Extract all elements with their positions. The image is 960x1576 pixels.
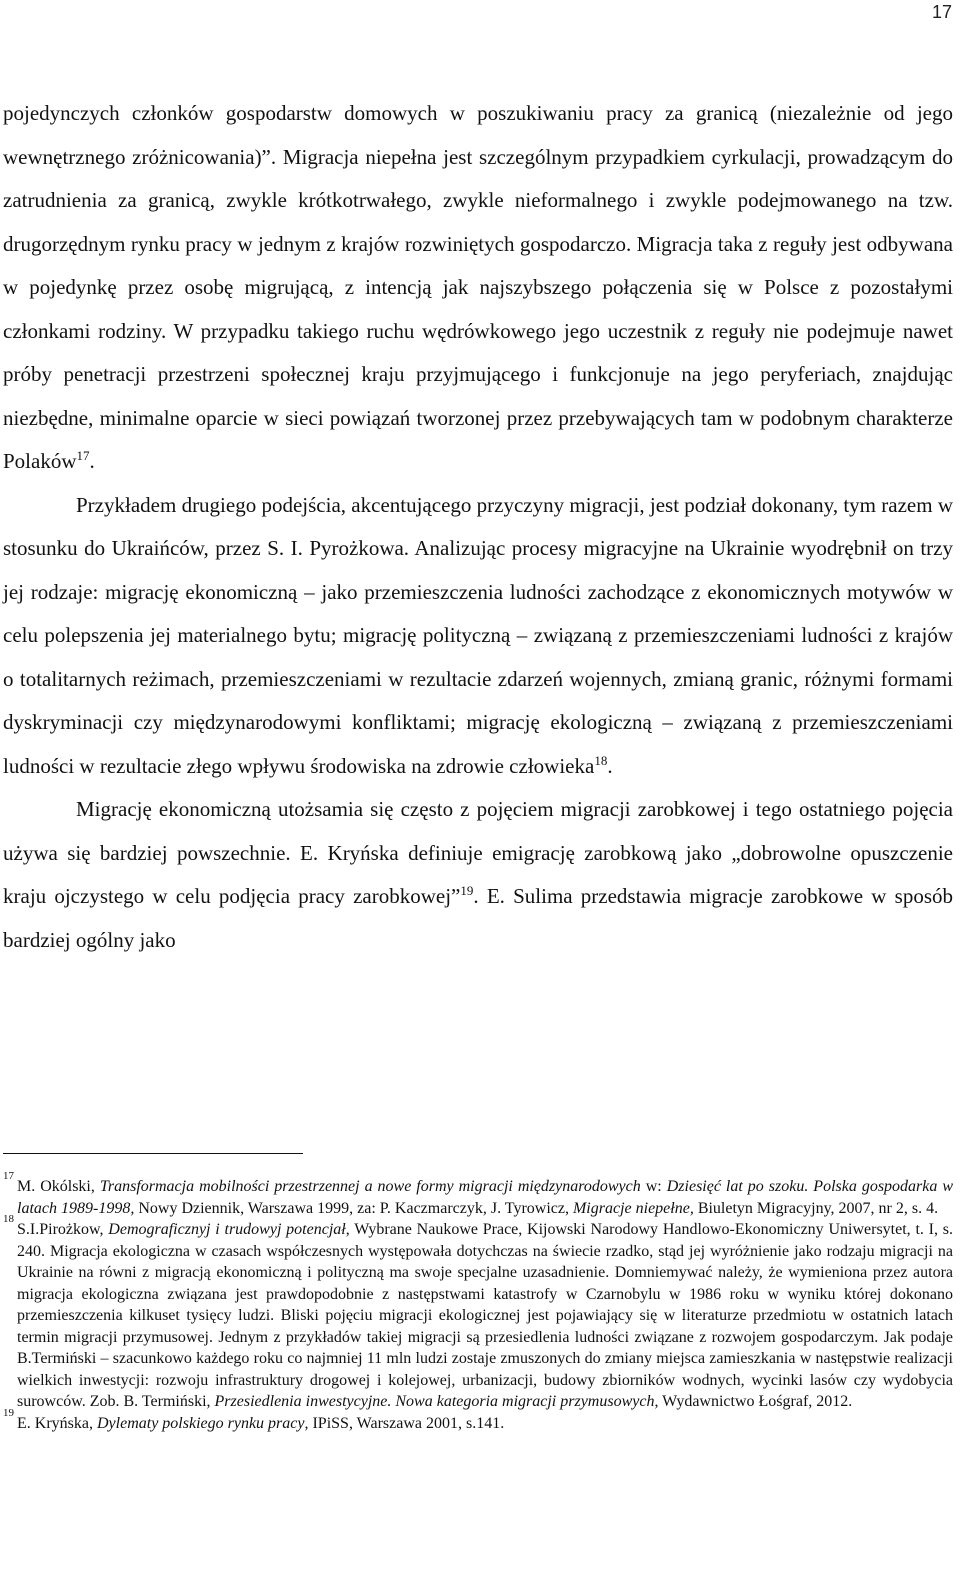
- footnote-17: [3, 1170, 954, 1219]
- footnote-17-title: Transformacja mobilności przestrzennej a nowe formy migracji międzynarodowych: [99, 1178, 641, 1195]
- paragraph-2-text: Przykładem drugiego podejścia, akcentującego przyczyny migracji, jest podział dokonany, tym razem w stosunku do Ukraińców, przez S. I. Pyrożkowa. Analizując procesy migracyjne na Ukrainie wyodrębnił on trzy jej rodzaje: migrację ekonomiczną – jako przemieszczenia ludności zachodzące z ekonomicznych motywów w celu polepszenia jej materialnego bytu; migrację polityczną – związaną z przemieszczeniami ludności z krajów o totalitarnych reżimach, przemieszczeniami w rezultacie zdarzeń wojennych, zmianą granic, różnymi formami dyskryminacji czy międzynarodowymi konfliktami; migrację ekologiczną – związaną z przemieszczeniami ludności w rezultacie złego wpływu środowiska na zdrowie człowieka: [3, 492, 953, 778]
- footnote-ref-17: 17: [76, 448, 90, 463]
- footnote-18-text: , Wybrane Naukowe Prace, Kijowski Narodowy Handlowo-Ekonomiczny Uniwersytet, t. I, s. 240. Migracja ekologiczna w czasach współczesnych występowała dotychczas na świecie rzadko, stąd jej wyróżnienie jako rodzaju migracji na Ukrainie na równi z migracją ekonomiczną i polityczną ma swoje specjalne uzasadnienie. Domniemywać należy, że wymieniona przez autora migracja ekologiczna związana jest prawdopodobnie z następstwami katastrofy w Czarnobylu w 1986 roku w wyniku której dokonano przemieszczenia kilkuset tysięcy ludzi. Bliski pojęciu migracji ekologicznej jest pojawiający się w literaturze przedmiotu w ostatnich latach termin migracji przymusowej. Jednym z przykładów takiej migracji są przesiedlenia ludności związane z rozwojem gospodarczym. Jak podaje B.Termiński – szacunkowo każdego roku co najmniej 11 mln ludzi zostaje zmuszonych do zmiany miejsca zamieszkania w następstwie realizacji wielkich inwestycji: rozwoju infrastruktury drogowej i kolejowej, urbanizacji, budowy zbiorników wodnych, wycinki lasów czy wydobycia surowców. Zob. B. Termiński,: [17, 1221, 954, 1410]
- footnote-17-mark: 17: [3, 1170, 14, 1182]
- footnote-19-mark: 19: [3, 1406, 14, 1419]
- footnote-ref-19: 19: [460, 883, 474, 898]
- footnote-18-publisher: , Wydawnictwo Łośgraf, 2012.: [654, 1393, 853, 1410]
- footnote-ref-18: 18: [594, 752, 608, 768]
- footnote-18: [3, 1213, 954, 1413]
- footnote-17-publisher: Nowy Dziennik, Warszawa 1999, za: P. Kaczmarczyk, J. Tyrowicz,: [134, 1199, 573, 1217]
- paragraph-2: [3, 484, 953, 789]
- footnote-separator: [3, 1153, 303, 1154]
- paragraph-3-text: Migrację ekonomiczną utożsamia się często z pojęciem migracji zarobkowej i tego ostatniego pojęcia używa się bardziej powszechnie. E. Kryńska definiuje emigrację zarobkową jako „dobrowolne opuszczenie kraju ojczystego w celu podjęcia pracy zarobkowej”: [3, 797, 953, 908]
- paragraph-1: [3, 92, 953, 484]
- footnote-17-in: w:: [640, 1178, 667, 1195]
- main-text: [3, 92, 953, 962]
- footnote-18-author: S.I.Pirożkow,: [17, 1221, 109, 1238]
- footnote-19-title: Dylematy polskiego rynku pracy: [96, 1414, 305, 1432]
- footnote-17-second-title: Migracje niepełne,: [572, 1199, 694, 1217]
- footnote-18-cited-title: Przesiedlenia inwestycyjne. Nowa kategoria migracji przymusowych: [214, 1393, 655, 1410]
- footnote-17-author: M. Okólski,: [17, 1178, 100, 1195]
- footnote-17-book-title: Dziesięć lat po szoku. Polska gospodarka w latach 1989-1998,: [17, 1178, 954, 1217]
- footnotes: [3, 1170, 954, 1434]
- footnote-19: [3, 1406, 953, 1435]
- footnote-19-author: E. Kryńska,: [17, 1414, 97, 1432]
- page-number: 17: [931, 2, 952, 22]
- footnote-17-source: Biuletyn Migracyjny, 2007, nr 2, s. 4.: [693, 1199, 939, 1217]
- footnote-18-title: Demograficznyj i trudowyj potencjał: [108, 1221, 346, 1238]
- paragraph-2-end: .: [607, 753, 613, 778]
- paragraph-3: [3, 788, 953, 962]
- paragraph-3-end: . E. Sulima przedstawia migracje zarobkowe w sposób bardziej ogólny jako: [3, 884, 953, 952]
- paragraph-1-text: pojedynczych członków gospodarstw domowych w poszukiwaniu pracy za granicą (niezależnie od jego wewnętrznego zróżnicowania)”. Migracja niepełna jest szczególnym przypadkiem cyrkulacji, prowadzącym do zatrudnienia za granicą, zwykle krótkotrwałego, zwykle nieformalnego i zwykle podejmowanego na tzw. drugorzędnym rynku pracy w jednym z krajów rozwiniętych gospodarczo. Migracja taka z reguły jest odbywana w pojedynkę przez osobę migrującą, z intencją jak najszybszego połączenia się w Polsce z pozostałymi członkami rodziny. W przypadku takiego ruchu wędrówkowego jego uczestnik z reguły nie podejmuje nawet próby penetracji przestrzeni społecznej kraju przyjmującego i funkcjonuje na jego peryferiach, znajdując niezbędne, minimalne oparcie w sieci powiązań tworzonej przez przebywających tam w podobnym charakterze Polaków: [3, 101, 953, 473]
- paragraph-1-end: .: [89, 449, 95, 473]
- footnote-19-publisher: , IPiSS, Warszawa 2001, s.141.: [304, 1414, 505, 1432]
- footnote-18-mark: 18: [3, 1213, 14, 1225]
